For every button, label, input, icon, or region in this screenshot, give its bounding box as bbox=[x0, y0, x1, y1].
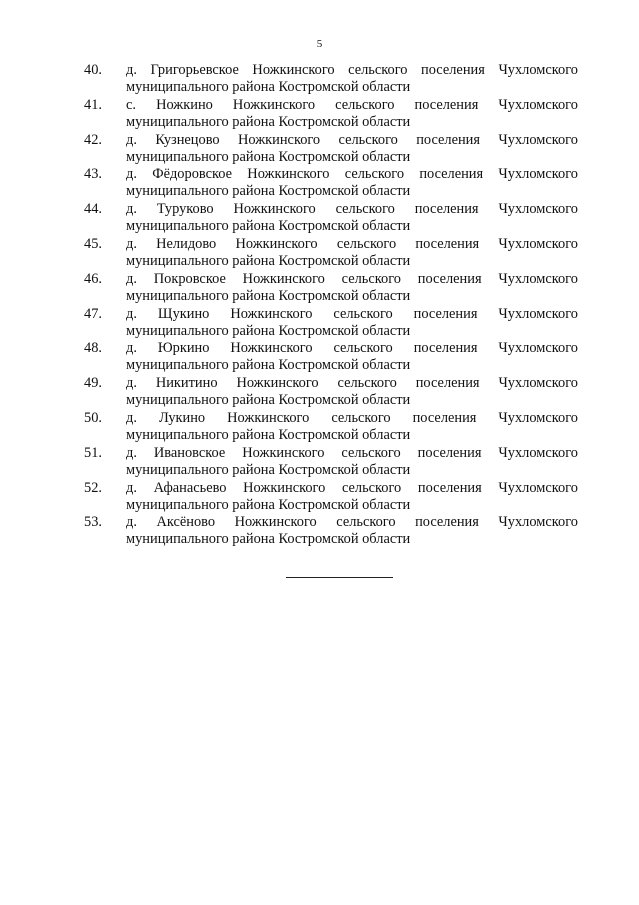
item-word: Чухломского bbox=[498, 235, 578, 252]
item-word: д. bbox=[126, 375, 137, 392]
item-text bbox=[126, 236, 578, 271]
item-number: 45. bbox=[84, 235, 102, 252]
item-text bbox=[126, 445, 578, 480]
item-word: д. bbox=[126, 201, 137, 218]
item-number: 52. bbox=[84, 479, 102, 496]
item-word: Чухломского bbox=[498, 409, 578, 426]
item-word: поселения bbox=[421, 62, 485, 78]
list-item bbox=[84, 480, 578, 515]
item-word: Ножкинского bbox=[230, 305, 313, 322]
item-first-line bbox=[126, 62, 578, 79]
item-word: Никитино bbox=[155, 375, 218, 392]
item-word: сельского bbox=[338, 131, 398, 148]
item-word: Ножкинского bbox=[236, 375, 319, 392]
list-item bbox=[84, 166, 578, 201]
item-word: поселения bbox=[417, 270, 482, 287]
item-text bbox=[126, 480, 578, 515]
item-word: Чухломского bbox=[498, 131, 578, 148]
item-text bbox=[126, 340, 578, 375]
item-second-line: муниципального района Костромской области bbox=[126, 113, 411, 130]
item-word: сельского bbox=[341, 270, 401, 287]
item-word: Юркино bbox=[157, 340, 210, 357]
item-word: Чухломского bbox=[498, 514, 578, 531]
item-word: Ножкинского bbox=[243, 479, 326, 496]
item-word: сельского bbox=[335, 96, 395, 113]
item-first-line bbox=[126, 201, 578, 218]
item-word: Ножкинского bbox=[230, 340, 313, 357]
item-first-line bbox=[126, 410, 578, 427]
item-word: Чухломского bbox=[498, 96, 578, 113]
item-text bbox=[126, 514, 578, 549]
item-word: Ножкино bbox=[156, 96, 213, 113]
item-word: Ножкинского bbox=[233, 201, 316, 218]
list-item bbox=[84, 62, 578, 97]
item-word: поселения bbox=[415, 235, 480, 252]
item-number: 40. bbox=[84, 62, 102, 78]
item-word: д. bbox=[126, 409, 137, 426]
item-word: Ножкинского bbox=[234, 514, 317, 531]
item-word: поселения bbox=[413, 305, 478, 322]
item-word: д. bbox=[126, 235, 137, 252]
item-word: Ножкинского bbox=[232, 96, 316, 113]
item-word: с. bbox=[126, 96, 136, 113]
item-word: Афанасьево bbox=[153, 479, 227, 496]
item-word: поселения bbox=[417, 479, 482, 496]
item-word: Ножкинского bbox=[242, 444, 325, 461]
item-word: Чухломского bbox=[498, 375, 578, 392]
item-word: сельского bbox=[335, 201, 395, 218]
item-word: сельского bbox=[336, 235, 397, 252]
item-word: Чухломского bbox=[498, 166, 578, 183]
item-text bbox=[126, 201, 578, 236]
item-word: поселения bbox=[417, 444, 482, 461]
item-word: сельского bbox=[333, 305, 393, 322]
item-word: Нелидово bbox=[156, 235, 217, 252]
item-first-line bbox=[126, 445, 578, 462]
list-item bbox=[84, 445, 578, 480]
list-item bbox=[84, 514, 578, 549]
list-item bbox=[84, 306, 578, 341]
list-item bbox=[84, 410, 578, 445]
item-first-line bbox=[126, 480, 578, 497]
item-word: Покровское bbox=[153, 270, 226, 287]
item-number: 49. bbox=[84, 375, 102, 392]
item-second-line: муниципального района Костромской области bbox=[126, 183, 411, 200]
item-number: 47. bbox=[84, 305, 102, 322]
item-second-line: муниципального района Костромской области bbox=[126, 392, 411, 409]
item-word: Ножкинского bbox=[237, 131, 321, 148]
item-word: Чухломского bbox=[498, 340, 578, 357]
item-word: сельского bbox=[348, 62, 408, 78]
item-number: 53. bbox=[84, 514, 102, 531]
item-first-line bbox=[126, 514, 578, 531]
item-text bbox=[126, 62, 578, 97]
list-item bbox=[84, 97, 578, 132]
item-number: 43. bbox=[84, 166, 102, 183]
item-number: 42. bbox=[84, 131, 102, 148]
list-item bbox=[84, 236, 578, 271]
item-number: 48. bbox=[84, 340, 102, 357]
item-first-line bbox=[126, 375, 578, 392]
item-word: д. bbox=[126, 444, 137, 461]
item-number: 51. bbox=[84, 444, 102, 461]
item-word: Лукино bbox=[158, 409, 206, 426]
item-word: Кузнецово bbox=[155, 131, 220, 148]
item-first-line bbox=[126, 271, 578, 288]
item-first-line bbox=[126, 97, 578, 114]
list-item bbox=[84, 201, 578, 236]
item-text bbox=[126, 166, 578, 201]
item-text bbox=[126, 306, 578, 341]
item-text bbox=[126, 97, 578, 132]
item-word: поселения bbox=[415, 375, 480, 392]
list-item bbox=[84, 271, 578, 306]
item-second-line: муниципального района Костромской области bbox=[126, 357, 411, 374]
item-number: 46. bbox=[84, 270, 102, 287]
item-word: поселения bbox=[413, 340, 478, 357]
item-word: поселения bbox=[414, 201, 479, 218]
item-word: сельского bbox=[344, 166, 405, 183]
item-second-line: муниципального района Костромской области bbox=[126, 322, 411, 339]
item-word: Фёдоровское bbox=[152, 166, 232, 183]
list-item bbox=[84, 132, 578, 167]
item-word: Чухломского bbox=[498, 270, 578, 287]
item-word: д. bbox=[126, 270, 137, 287]
item-word: д. bbox=[126, 62, 137, 78]
item-first-line bbox=[126, 236, 578, 253]
item-word: Ножкинского bbox=[247, 166, 330, 183]
item-word: сельского bbox=[336, 514, 396, 531]
item-word: сельского bbox=[341, 444, 401, 461]
item-word: д. bbox=[126, 305, 137, 322]
item-word: поселения bbox=[412, 409, 477, 426]
item-word: Чухломского bbox=[498, 444, 578, 461]
item-word: сельского bbox=[331, 409, 391, 426]
item-second-line: муниципального района Костромской области bbox=[126, 496, 411, 513]
item-word: Чухломского bbox=[498, 479, 578, 496]
item-word: Чухломского bbox=[498, 62, 578, 78]
item-second-line: муниципального района Костромской области bbox=[126, 79, 411, 95]
item-text bbox=[126, 271, 578, 306]
item-word: д. bbox=[126, 479, 137, 496]
item-word: Щукино bbox=[157, 305, 210, 322]
item-word: Ивановское bbox=[153, 444, 226, 461]
settlement-list bbox=[84, 62, 578, 549]
item-word: поселения bbox=[414, 96, 479, 113]
item-word: поселения bbox=[419, 166, 484, 183]
item-second-line: муниципального района Костромской области bbox=[126, 531, 411, 548]
item-text bbox=[126, 132, 578, 167]
item-second-line: муниципального района Костромской области bbox=[126, 426, 411, 443]
item-first-line bbox=[126, 306, 578, 323]
item-word: Ножкинского bbox=[242, 270, 325, 287]
page-number: 5 bbox=[316, 38, 323, 50]
item-word: д. bbox=[126, 166, 137, 183]
item-word: поселения bbox=[415, 514, 479, 531]
item-first-line bbox=[126, 166, 578, 183]
item-number: 44. bbox=[84, 201, 102, 218]
item-second-line: муниципального района Костромской области bbox=[126, 252, 411, 269]
item-word: поселения bbox=[416, 131, 480, 148]
item-text bbox=[126, 410, 578, 445]
item-word: Чухломского bbox=[498, 201, 578, 218]
item-word: Ножкинского bbox=[227, 409, 310, 426]
item-word: Ножкинского bbox=[252, 62, 335, 78]
list-item bbox=[84, 375, 578, 410]
item-word: Ножкинского bbox=[235, 235, 318, 252]
end-divider-line bbox=[286, 577, 393, 578]
item-first-line bbox=[126, 132, 578, 149]
item-word: Чухломского bbox=[498, 305, 578, 322]
item-second-line: муниципального района Костромской области bbox=[126, 461, 411, 478]
item-word: сельского bbox=[333, 340, 393, 357]
item-word: Аксёново bbox=[156, 514, 216, 531]
item-second-line: муниципального района Костромской области bbox=[126, 148, 411, 165]
item-number: 50. bbox=[84, 409, 102, 426]
item-second-line: муниципального района Костромской области bbox=[126, 218, 411, 235]
item-first-line bbox=[126, 340, 578, 357]
item-number: 41. bbox=[84, 96, 102, 113]
item-word: сельского bbox=[337, 375, 397, 392]
item-word: д. bbox=[126, 514, 137, 531]
item-text bbox=[126, 375, 578, 410]
list-item bbox=[84, 340, 578, 375]
item-word: сельского bbox=[341, 479, 402, 496]
item-word: д. bbox=[126, 340, 137, 357]
item-word: д. bbox=[126, 131, 137, 148]
item-word: Григорьевское bbox=[150, 62, 239, 78]
item-word: Туруково bbox=[156, 201, 214, 218]
item-second-line: муниципального района Костромской области bbox=[126, 287, 411, 304]
